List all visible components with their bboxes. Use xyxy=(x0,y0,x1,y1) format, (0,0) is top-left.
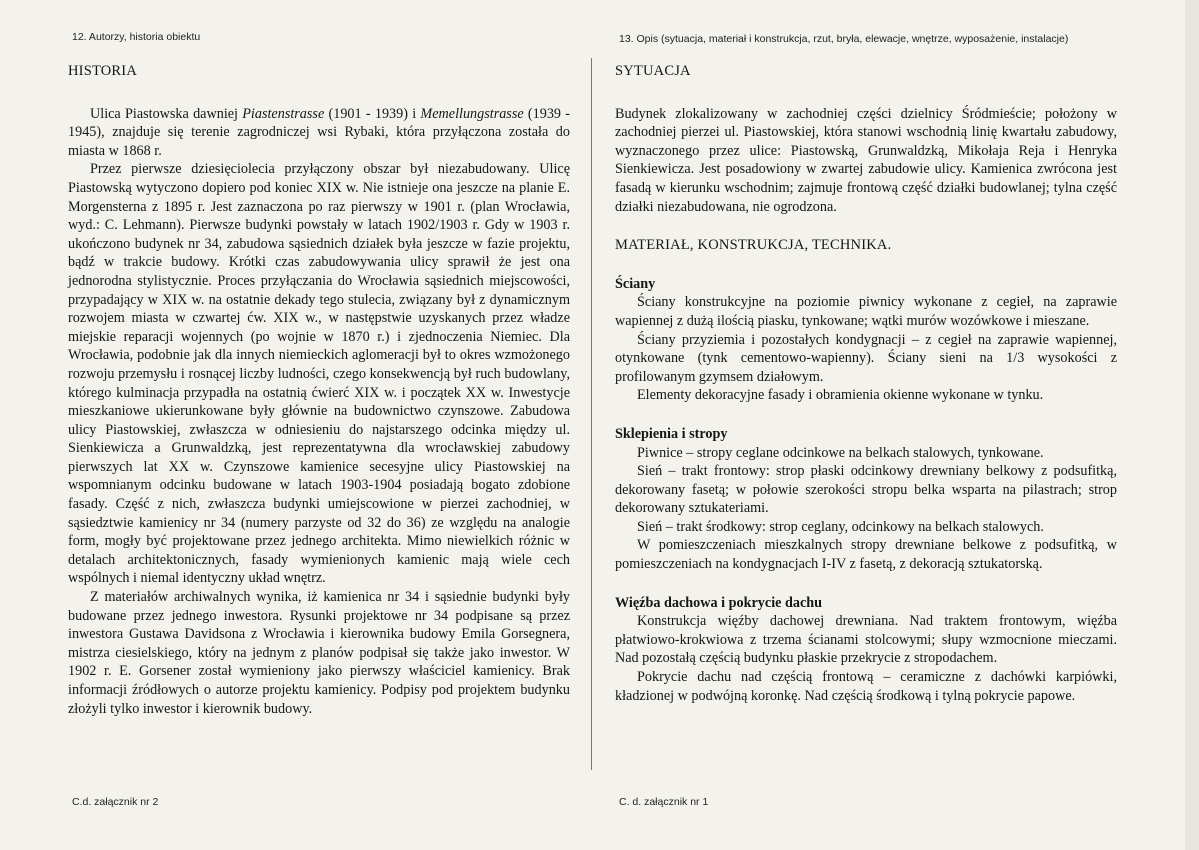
history-paragraph xyxy=(68,588,570,718)
history-paragraph xyxy=(68,160,570,588)
text-run: (1939 - 1945), znajduje się terenie zagrodniczej wsi Rybaki, która przyłączona została do miasta w 1868 r. xyxy=(68,105,570,159)
subsection-title-walls: Ściany xyxy=(615,275,656,292)
right-page-footer: C. d. załącznik nr 1 xyxy=(619,796,709,808)
left-column xyxy=(68,62,570,718)
walls-paragraph: Ściany przyziemia i pozostałych kondygnacji – z cegieł na zaprawie wapiennej, otynkowane (tynk cementowo-wapienny). Ściany sieni na 1/3 wysokości z profilowanym gzymsem działowym. xyxy=(615,331,1117,385)
scan-edge xyxy=(1185,0,1199,850)
walls-paragraphs xyxy=(615,293,1117,405)
italic-run: Memellungstrasse xyxy=(420,105,524,122)
subsection-title-roof: Więźba dachowa i pokrycie dachu xyxy=(615,594,823,611)
page-divider xyxy=(591,58,592,770)
vaults-paragraph: Sień – trakt frontowy: strop płaski odcinkowy drewniany belkowy z podsufitką, dekorowany fasetą; w połowie szerokości stropu belka wsparta na pilastrach; strop dekorowany sztukateriami. xyxy=(615,463,1117,517)
history-paragraphs xyxy=(68,105,570,719)
italic-run: Piastenstrasse xyxy=(242,105,325,122)
history-paragraph xyxy=(68,105,570,161)
roof-paragraph: Pokrycie dachu nad częścią frontową – ceramiczne z dachówki karpiówki, kładzionej w podwójną koronkę. Nad częścią środkową i tylną pokrycie papowe. xyxy=(615,669,1117,704)
text-run: (1901 - 1939) i xyxy=(324,105,421,122)
section-title-historia: HISTORIA xyxy=(68,63,138,79)
situation-paragraph: Budynek zlokalizowany w zachodniej części dzielnicy Śródmieście; położony w zachodniej pierzei ul. Piastowskiej, która stanowi wschodnią linię kwartału zabudowy, wyznaczonego przez ulice: Piastowską, Grunwaldzką, Mikołaja Reja i Henryka Sienkiewicza. Jest posadowiony w zwartej zabudowie ulicy. Kamienica zwrócona jest fasadą w kierunku wschodnim; zajmuje frontową część działki budowlanej; tylna część działki niezabudowana, nie ogrodzona. xyxy=(615,105,1117,215)
text-run: Ulica Piastowska dawniej xyxy=(90,105,243,122)
roof-paragraphs xyxy=(615,612,1117,705)
vaults-paragraph: W pomieszczeniach mieszkalnych stropy drewniane belkowe z podsufitką, w pomieszczeniach na kondygnacjach I-IV z fasetą, z dekoracją sztukatorską. xyxy=(615,537,1117,573)
left-page-footer: C.d. załącznik nr 2 xyxy=(72,796,159,808)
vaults-paragraph: Sień – trakt środkowy: strop ceglany, odcinkowy na belkach stalowych. xyxy=(637,518,1044,535)
right-column xyxy=(615,62,1117,705)
text-run: Z materiałów archiwalnych wynika, iż kamienica nr 34 i sąsiednie budynki były budowane przez jednego inwestora. Rysunki projektowe nr 34 podpisane są przez inwestora Gustawa Davidsona z Wrocławia i kierownika budowy Emila Gorsegnera, mistrza ciesielskiego, który na jednym z planów podpisał się także jako inwestor. W 1902 r. E. Gorsener został wymieniony jako pierwszy właściciel kamienicy. Brak informacji źródłowych o autorze projektu kamienicy. Podpisy pod projektem budynku złożyli tylko inwestor i kierownik budowy. xyxy=(68,589,570,717)
subsection-title-vaults: Sklepienia i stropy xyxy=(615,425,728,442)
left-page-header: 12. Autorzy, historia obiektu xyxy=(72,31,201,43)
right-page-header: 13. Opis (sytuacja, materiał i konstrukcja, rzut, bryła, elewacje, wnętrze, wyposażenie, instalacje) xyxy=(619,33,1069,45)
roof-paragraph: Konstrukcja więźby dachowej drewniana. Nad traktem frontowym, więźba płatwiowo-krokwiowa z trzema ścianami stolcowymi; słupy wzmocnione mieczami. Nad pozostałą częścią budynku płaskie przekrycie z stropodachem. xyxy=(615,613,1117,667)
walls-paragraph: Elementy dekoracyjne fasady i obramienia okienne wykonane w tynku. xyxy=(637,387,1044,404)
vaults-paragraph: Piwnice – stropy ceglane odcinkowe na belkach stalowych, tynkowane. xyxy=(637,444,1044,461)
walls-paragraph: Ściany konstrukcyjne na poziomie piwnicy wykonane z cegieł, na zaprawie wapiennej z dużą ilością piasku, tynkowane; wątki murów wozówkowe i mieszane. xyxy=(615,294,1117,329)
section-title-material: MATERIAŁ, KONSTRUKCJA, TECHNIKA. xyxy=(615,237,892,254)
section-title-sytuacja: SYTUACJA xyxy=(615,63,691,79)
text-run: Przez pierwsze dziesięciolecia przyłączony obszar był niezabudowany. Ulicę Piastowską wytyczono dopiero pod koniec XIX w. Nie istnieje ona jeszcze na planie E. Morgensterna z 1895 r. Jest zaznaczona po raz pierwszy w 1901 r. (plan Wrocławia, wyd.: C. Lehmann). Pierwsze budynki powstały w latach 1902/1903 r. Gdy w 1903 r. ukończono budynek nr 34, zabudowa sąsiednich działek była jeszcze w fazie projektu, bądź w trakcie budowy. Krótki czas zabudowywania ulicy sprawił że jest ona jednorodna stylistycznie. Proces przyłączania do Wrocławia sąsiednich miejscowości, przypadający w XIX w. na ostatnie dekady tego stulecia, związany był z dynamicznym rozwojem miasta w czwartej ćw. XIX w., w następstwie uzyskanych przez władze miejskie reparacji wojennych (po wojnie w 1870 r.) i zjednoczenia Niemiec. Dla Wrocławia, podobnie jak dla innych niemieckich aglomeracji był to okres wzmożonego rozwoju przemysłu i rosnącej liczby ludności, czego konsekwencją był ruch budowlany, którego kulminacja przypadła na ostatnią ćwierć XIX w. i początek XX w. Inwestycje mieszkaniowe ukierunkowane były głównie na budownictwo czynszowe. Zabudowa ulicy Piastowskiej, zwłaszcza w odniesieniu do najstarszego odcinka między ul. Sienkiewicza a Grunwaldzką, jest reprezentatywna dla wrocławskiej zabudowy pierwszych lat XX w. Czynszowe kamienice secesyjne ulicy Piastowskiej na wspomnianym odcinku budowane w latach 1903-1904 posiadają bogato zdobione fasady. Część z nich, zwłaszcza budynki umiejscowione w pierzei zachodniej, w sąsiedztwie kamienicy nr 34 (numery parzyste od 32 do 36) ze względu na analogie form, mogły być projektowane przez jednego architekta. Mimo niewielkich różnic w detalach architektonicznych, fasady wymienionych kamienic mają wiele cech wspólnych i niemal identyczny układ wnętrz. xyxy=(68,161,570,587)
vaults-paragraphs xyxy=(615,444,1117,574)
